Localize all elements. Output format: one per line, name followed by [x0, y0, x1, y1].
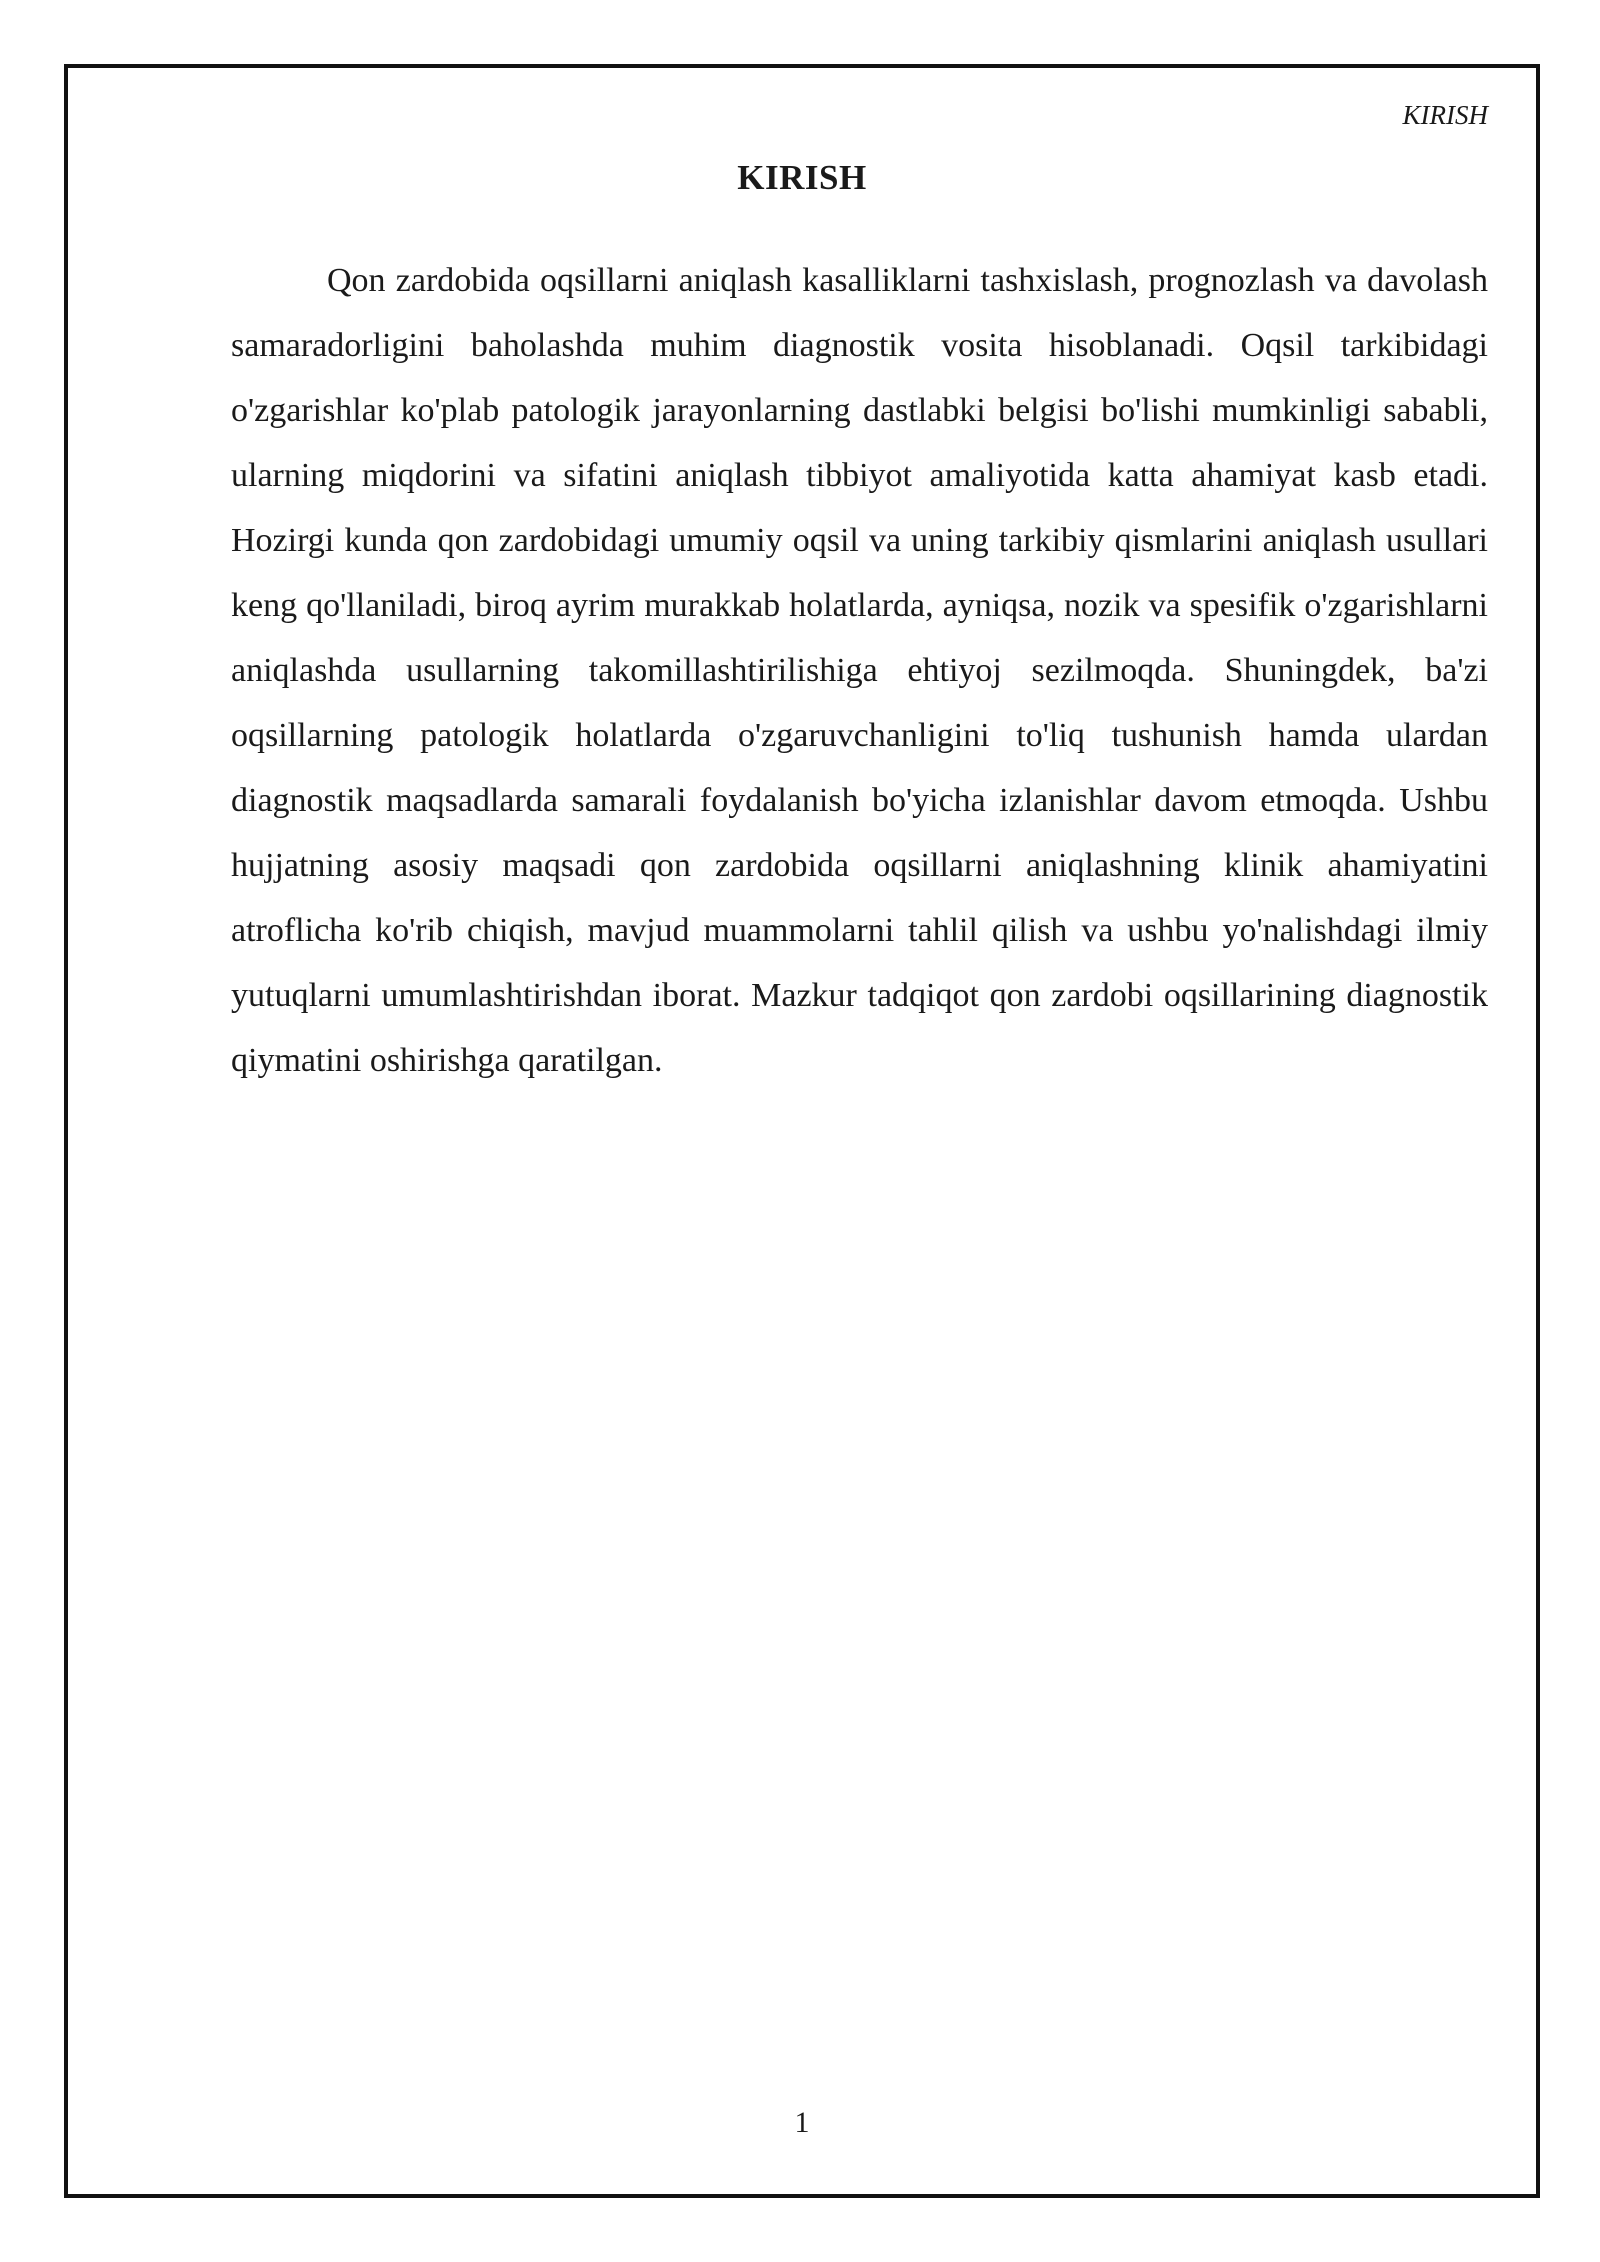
running-header: KIRISH [1402, 100, 1488, 130]
body-paragraph: Qon zardobida oqsillarni aniqlash kasalliklarni tashxislash, prognozlash va davolash samaradorligini baholashda muhim diagnostik vosita hisoblanadi. Oqsil tarkibidagi o'zgarishlar ko'plab patologik jarayonlarning dastlabki belgisi bo'lishi mumkinligi sababli, ularning miqdorini va sifatini aniqlash tibbiyot amaliyotida katta ahamiyat kasb etadi. Hozirgi kunda qon zardobidagi umumiy oqsil va uning tarkibiy qismlarini aniqlash usullari keng qo'llaniladi, biroq ayrim murakkab holatlarda, ayniqsa, nozik va spesifik o'zgarishlarni aniqlashda usullarning takomillashtirilishiga ehtiyoj sezilmoqda. Shuningdek, ba'zi oqsillarning patologik holatlarda o'zgaruvchanligini to'liq tushunish hamda ulardan diagnostik maqsadlarda samarali foydalanish bo'yicha izlanishlar davom etmoqda. Ushbu hujjatning asosiy maqsadi qon zardobida oqsillarni aniqlashning klinik ahamiyatini atroflicha ko'rib chiqish, mavjud muammolarni tahlil qilish va ushbu yo'nalishdagi ilmiy yutuqlarni umumlashtirishdan iborat. Mazkur tadqiqot qon zardobi oqsillarining diagnostik qiymatini oshirishga qaratilgan. [231, 262, 1488, 1079]
page-title: KIRISH [737, 158, 867, 197]
page-border [64, 64, 1540, 2198]
page-number: 1 [794, 2106, 810, 2139]
